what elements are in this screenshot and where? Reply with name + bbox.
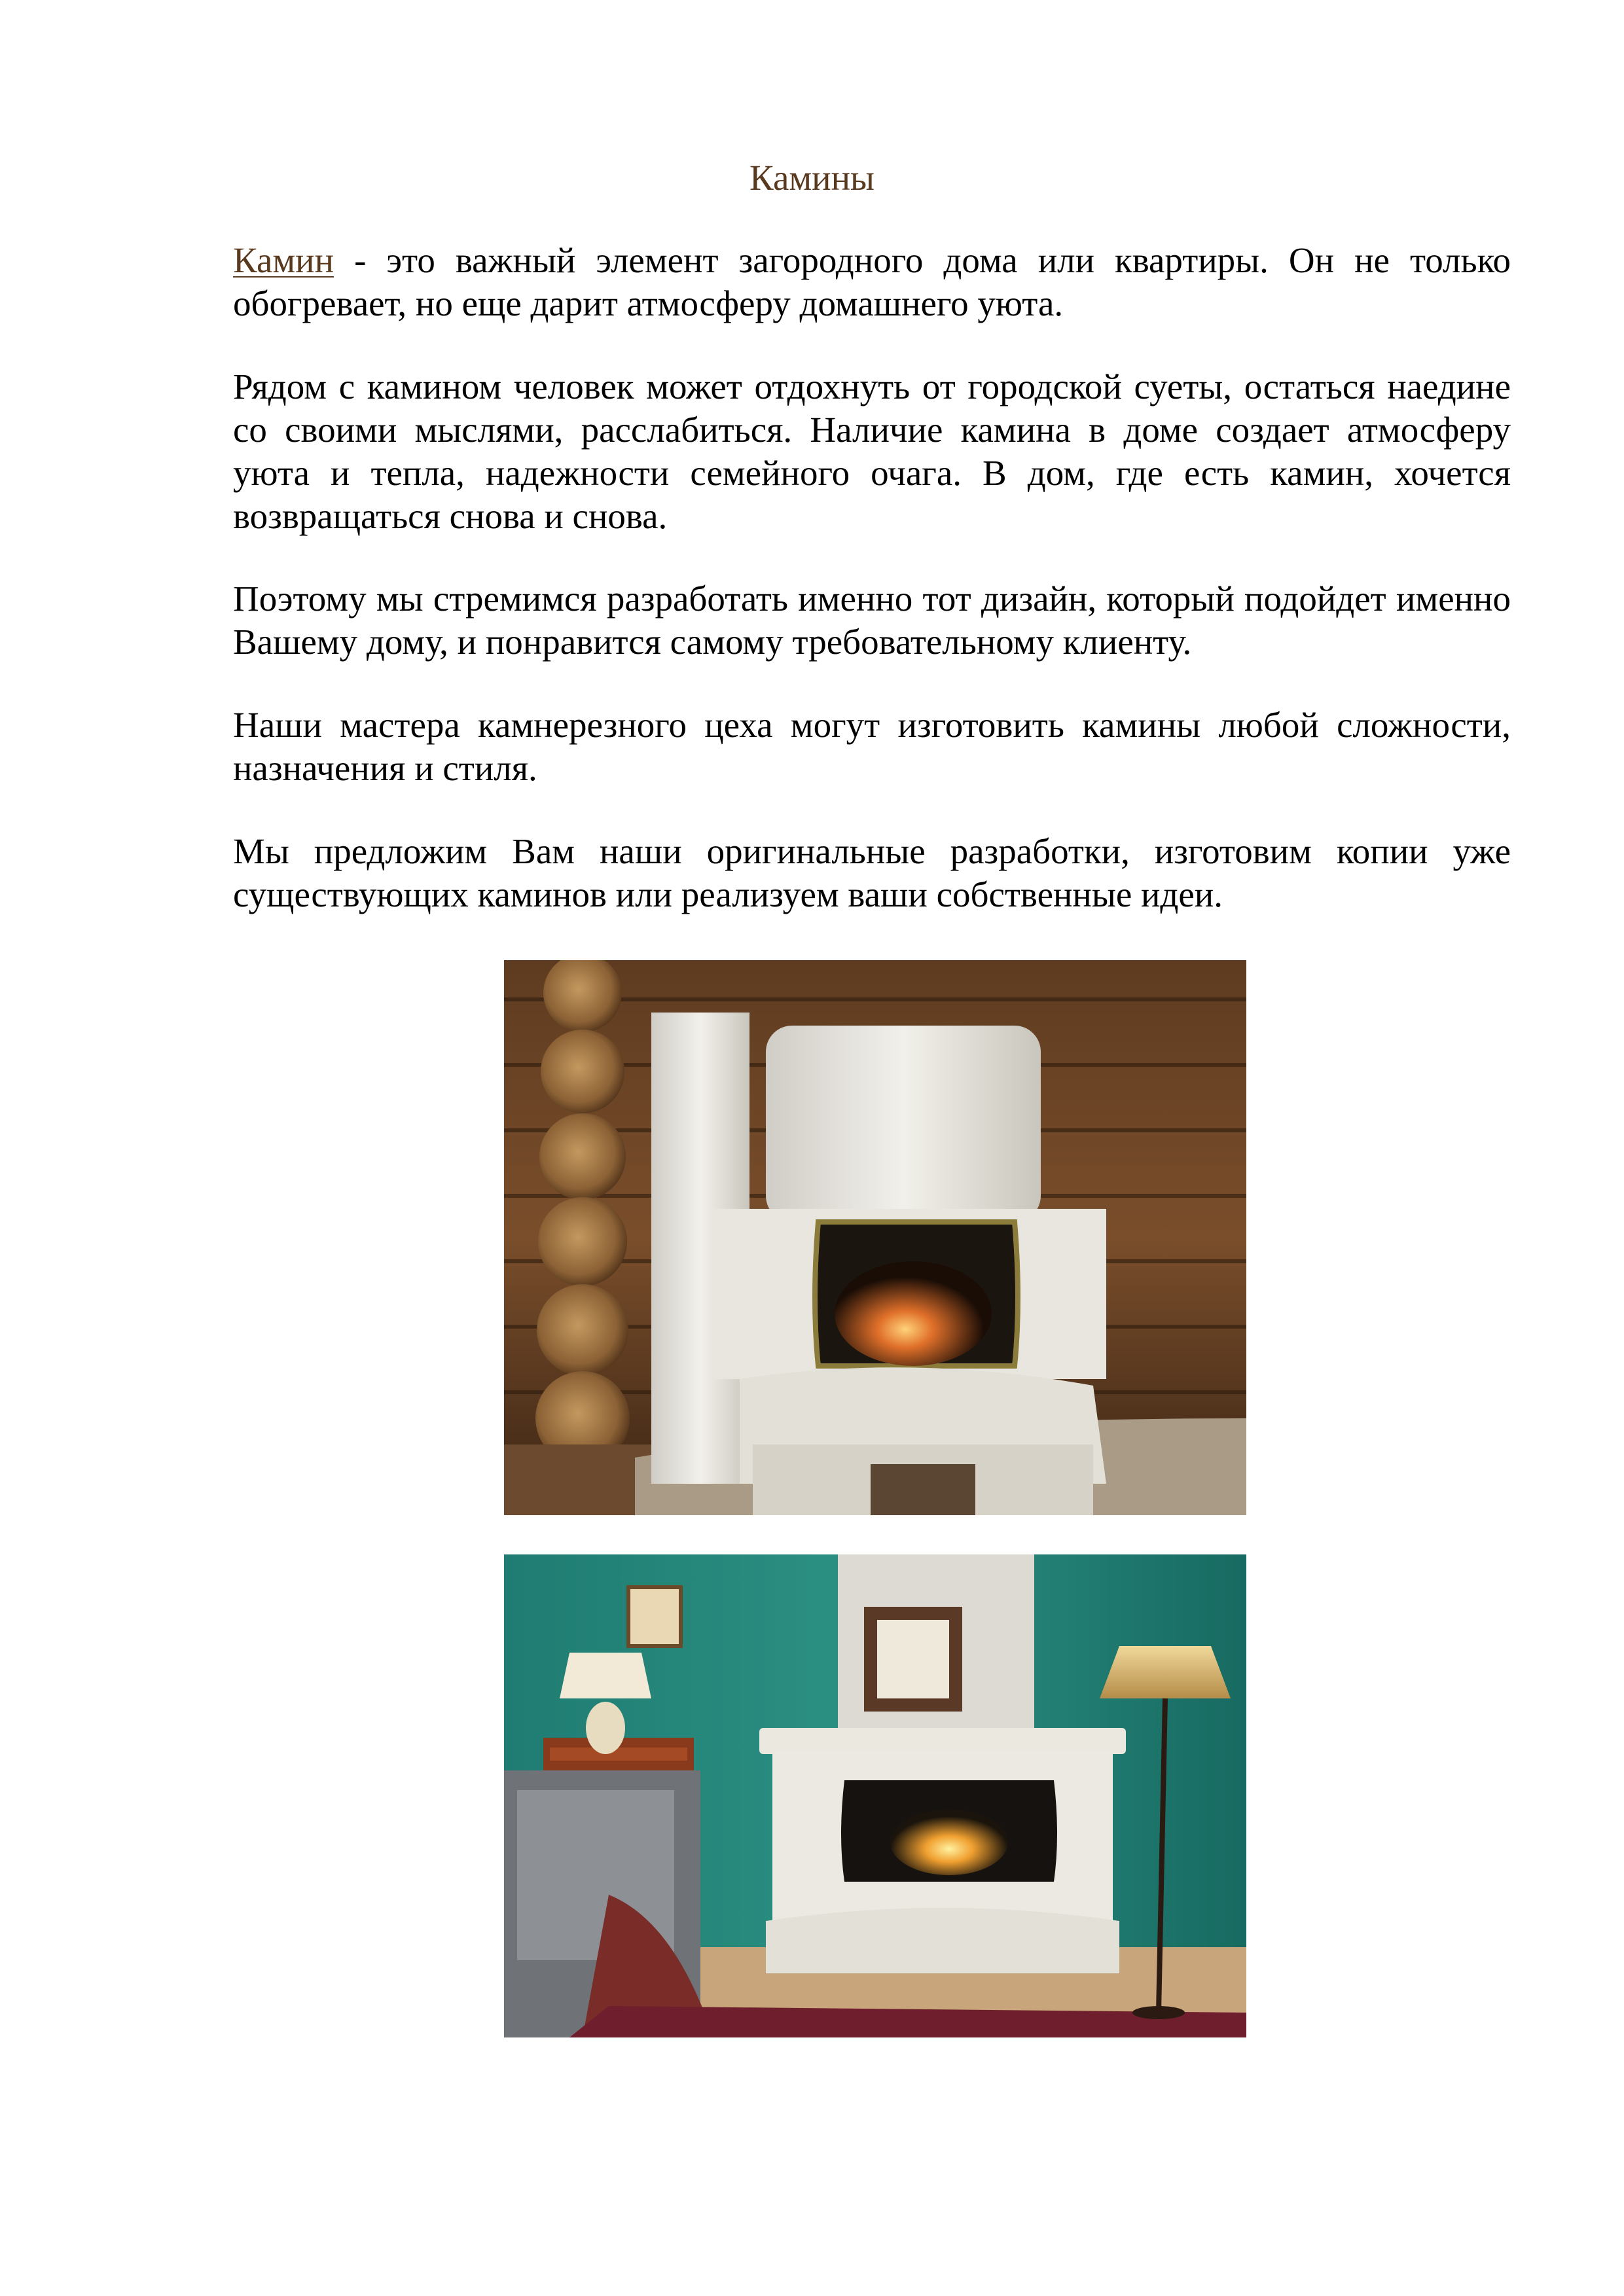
paragraph-offer: Мы предложим Вам наши оригинальные разработки, изготовим копии уже существующих каминов или реализуем ваши собственные идеи. bbox=[233, 831, 1511, 914]
paragraph-relax: Рядом с камином человек может отдохнуть от городской суеты, остаться наедине со своими мыслями, расслабиться. Наличие камина в доме создает атмосферу уюта и тепла, надежности семейного очага. В дом, где есть камин, хочется возвращаться снова и снова. bbox=[233, 367, 1511, 536]
fireplace-link[interactable]: Камин bbox=[233, 240, 334, 280]
intro-paragraph bbox=[233, 239, 1511, 325]
paragraph-design: Поэтому мы стремимся разработать именно тот дизайн, который подойдет именно Вашему дому, и понравится самому требовательному клиенту. bbox=[233, 579, 1511, 662]
page-title: Камины bbox=[749, 158, 875, 198]
paragraph-masters: Наши мастера камнерезного цеха могут изготовить камины любой сложности, назначения и стиля. bbox=[233, 705, 1511, 788]
living-room-fireplace-photo bbox=[504, 1554, 1246, 2037]
stone-fireplace-photo bbox=[504, 960, 1246, 1515]
intro-text: - это важный элемент загородного дома или квартиры. Он не только обогревает, но еще дарит атмосферу домашнего уюта. bbox=[233, 240, 1511, 323]
